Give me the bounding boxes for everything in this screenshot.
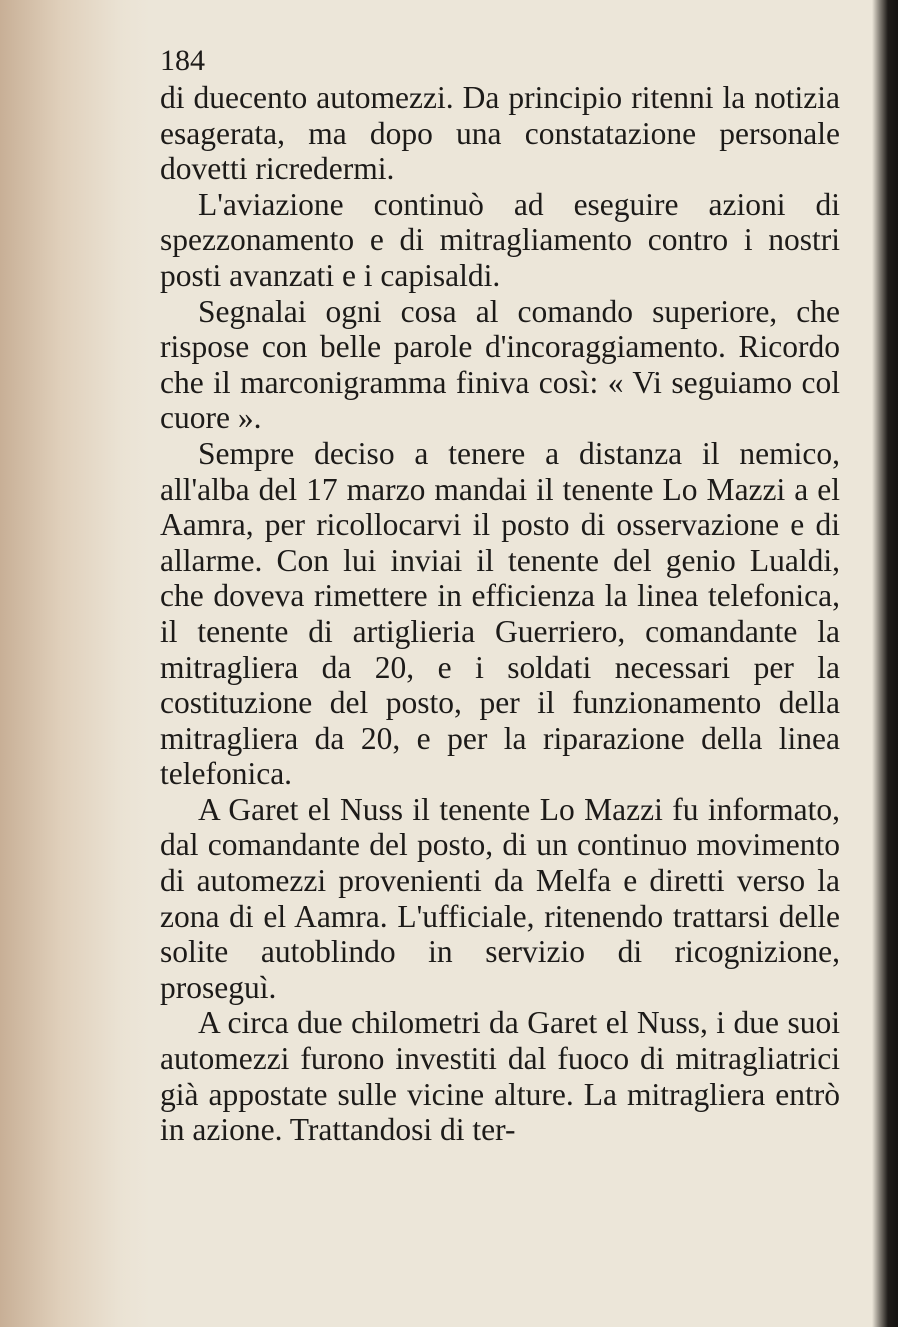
body-text	[160, 80, 840, 1148]
paragraph-6: A circa due chilometri da Garet el Nuss, i due suoi automezzi furono investiti dal fuoco di mitragliatrici già appostate sulle vicine alture. La mitragliera entrò in azione. Trattandosi di ter-	[160, 1005, 840, 1148]
page-edge-shadow	[872, 0, 898, 1327]
paragraph-3: Segnalai ogni cosa al comando superiore, che rispose con belle parole d'incoraggiamento. Ricordo che il marconigramma finiva così: « Vi seguiamo col cuore ».	[160, 293, 840, 436]
paragraph-1: di duecento automezzi. Da principio ritenni la notizia esagerata, ma dopo una constatazione personale dovetti ricredermi.	[160, 80, 840, 187]
page-number: 184	[160, 44, 205, 77]
paragraph-2: L'aviazione continuò ad eseguire azioni di spezzonamento e di mitragliamento contro i nostri posti avanzati e i capisaldi.	[160, 186, 840, 293]
paragraph-4: Sempre deciso a tenere a distanza il nemico, all'alba del 17 marzo mandai il tenente Lo Mazzi a el Aamra, per ricollocarvi il posto di osservazione e di allarme. Con lui inviai il tenente del genio Lualdi, che doveva rimettere in efficienza la linea telefonica, il tenente di artiglieria Guerriero, comandante la mitragliera da 20, e i soldati necessari per la costituzione del posto, per il funzionamento della mitragliera da 20, e per la riparazione della linea telefonica.	[160, 435, 840, 792]
paragraph-5: A Garet el Nuss il tenente Lo Mazzi fu informato, dal comandante del posto, di un continuo movimento di automezzi provenienti da Melfa e diretti verso la zona di el Aamra. L'ufficiale, ritenendo trattarsi delle solite autoblindo in servizio di ricognizione, proseguì.	[160, 791, 840, 1005]
